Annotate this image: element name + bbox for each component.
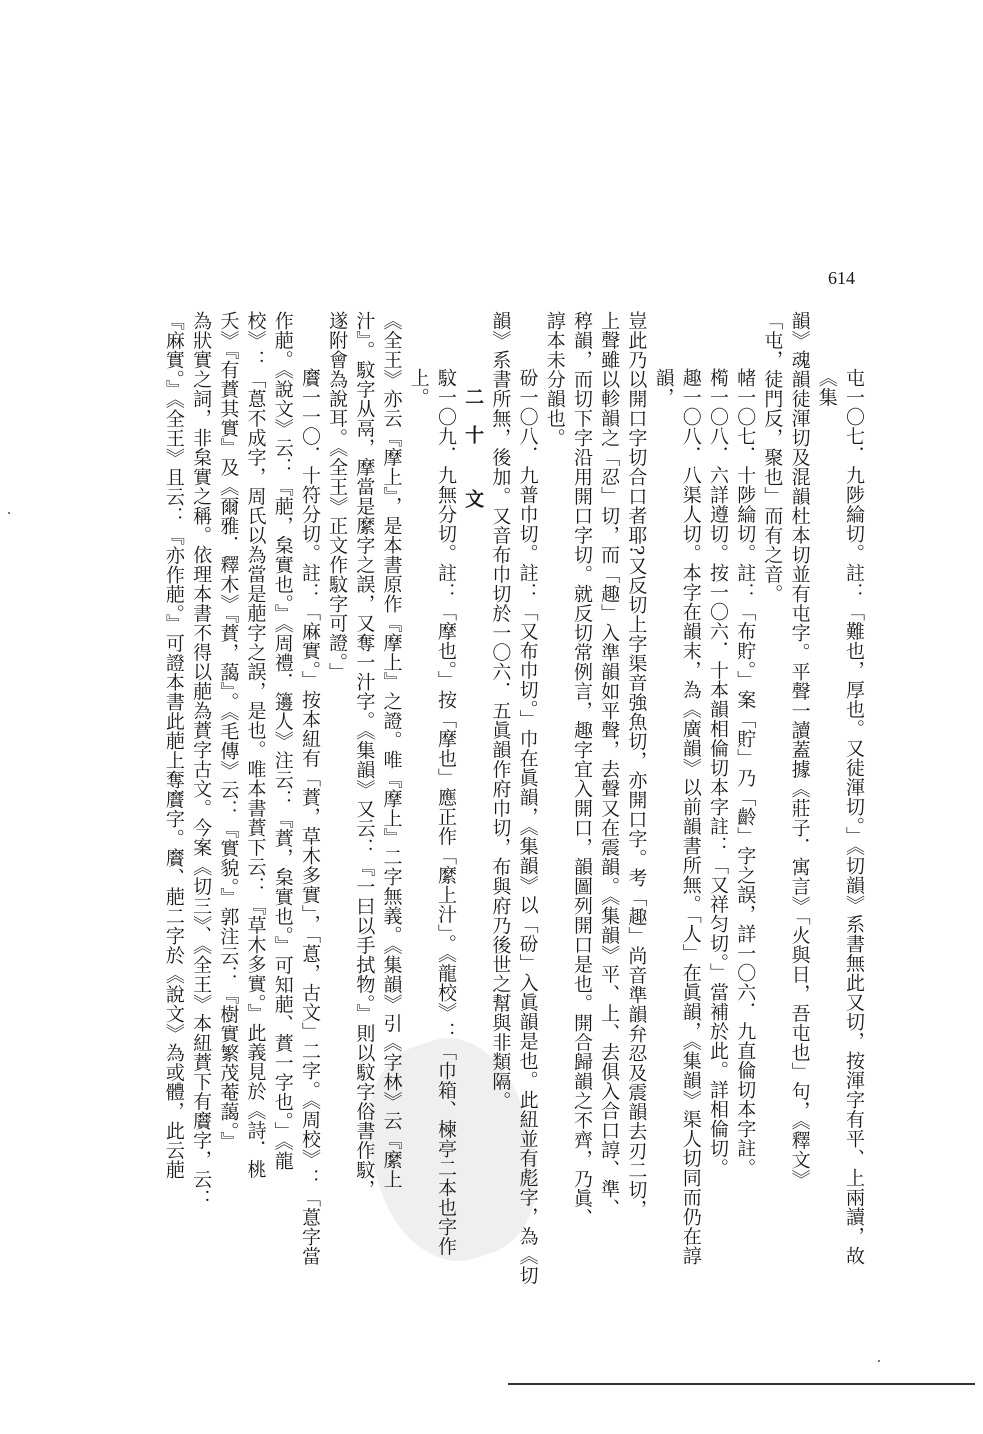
text-column: 砏一〇八．九普巾切。註：「又布巾切。」巾在眞韻，《集韻》以「砏」入眞韻是也。此紐並有彪字，為《切 [516,368,539,1285]
page-number: 614 [828,268,855,288]
text-column: 黂一一〇．十符分切。註：「麻實。」按本紐有「蕡，草木多實」，「蒠，古文」二字。《周校》：「蒠字當 [298,368,321,1266]
text-column: 韻》魂韻徒渾切及混韻杜本切並有屯字。平聲一讀蓋據《莊子．寓言》「火與日，吾屯也」句，《釋文》 [788,311,811,1189]
text-column: 「屯，徒門反，聚也」而有之音。 [761,311,784,604]
vertical-text-block [132,292,867,1292]
text-column: 作萉。《說文》云：『萉，枲實也。』《周禮．籩人》注云：『蕡，枲實也。』可知萉、蕡一字也。」《龍 [271,311,294,1171]
text-column: 橁一〇八．六詳遵切。按一〇六．十本韻相倫切本字註：「又祥匀切。」當補於此。詳相倫切。 [706,368,729,1178]
scan-speck [878,1360,880,1362]
text-column: 韻》系書所無，後加。又音布巾切於一〇六．五眞韻作府巾切，布與府乃後世之幫與非類隔。 [489,311,512,1111]
text-column: 趣一〇八．八渠人切。本字在韻末，為《廣韻》以前韻書所無。「人」在眞韻，《集韻》渠人切同而仍在諄韻， [652,368,702,1266]
text-column: 屯一〇七．九陟綸切。註：「難也，厚也。又徒渾切。」《切韻》系書無此又切，按渾字有平、上兩讀，故《集 [815,368,865,1266]
text-column: 汁』。馼字从鬲，摩當是縻字之誤，又奪一汁字。《集韻》又云：『一曰以手拭物。』則以馼字俗書作馼， [353,311,376,1199]
text-column: 夭》『有蕡其實』及《爾雅．釋木》『蕡，藹』。《毛傳》云：『實貌。』郭注云：『樹實繁茂菴藹。』 [217,311,240,1151]
text-column: 遂附會為說耳。《全王》正文作馼字可證。」 [326,311,349,682]
text-column: 豈此乃以開口字切合口者耶?又反切上字渠音強魚切，亦開口字。考「趣」尚音準韻弁忍及震韻去刃二切， [625,311,648,1219]
text-column: 稕韻，而切下字沿用開口字切。就反切常例言，趣字宜入開口，韻圖列開口是也。開合歸韻之不齊，乃眞、 [570,311,593,1228]
section-heading: 二十 文 [462,387,485,527]
scan-speck [8,512,10,514]
bottom-rule [508,1383,975,1385]
text-column: 校》：「蒠不成字，周氏以為當是萉字之誤，是也。唯本書蕡下云：『草木多實。』此義見於《詩．桃 [244,311,267,1179]
text-column: 帾一〇七．十陟綸切。註：「布貯。」案「貯」乃「齡」字之誤，詳一〇六．九直倫切本字註。 [734,368,757,1178]
text-column: 上聲雖以軫韻之「忍」切，而「趣」入準韻如平聲，去聲又在震韻。《集韻》平、上、去俱入合口諄、準、 [598,311,621,1218]
text-column: 為狀實之詞，非枲實之稱。依理本書不得以萉為蕡字古文。今案《切三》、《全王》本紐蕡下有黂字，云： [190,311,213,1209]
text-column: 馼一〇九．九無分切。註：「摩也。」按「摩也」應正作「縻上汁」。《龍校》：「巾箱、楝亭二本也字作上。 [407,368,457,1256]
text-column: 《全王》亦云『摩上』，是本書原作『摩上』之證。唯『摩上』二字無義。《集韻》引《字林》云『縻上 [380,311,403,1189]
text-column: 『麻實。』《全王》且云：『亦作萉。』可證本書此萉上奪黂字。黂、萉二字於《說文》為或體，此云萉 [162,311,185,1180]
text-column: 諄本未分韻也。 [543,311,566,448]
